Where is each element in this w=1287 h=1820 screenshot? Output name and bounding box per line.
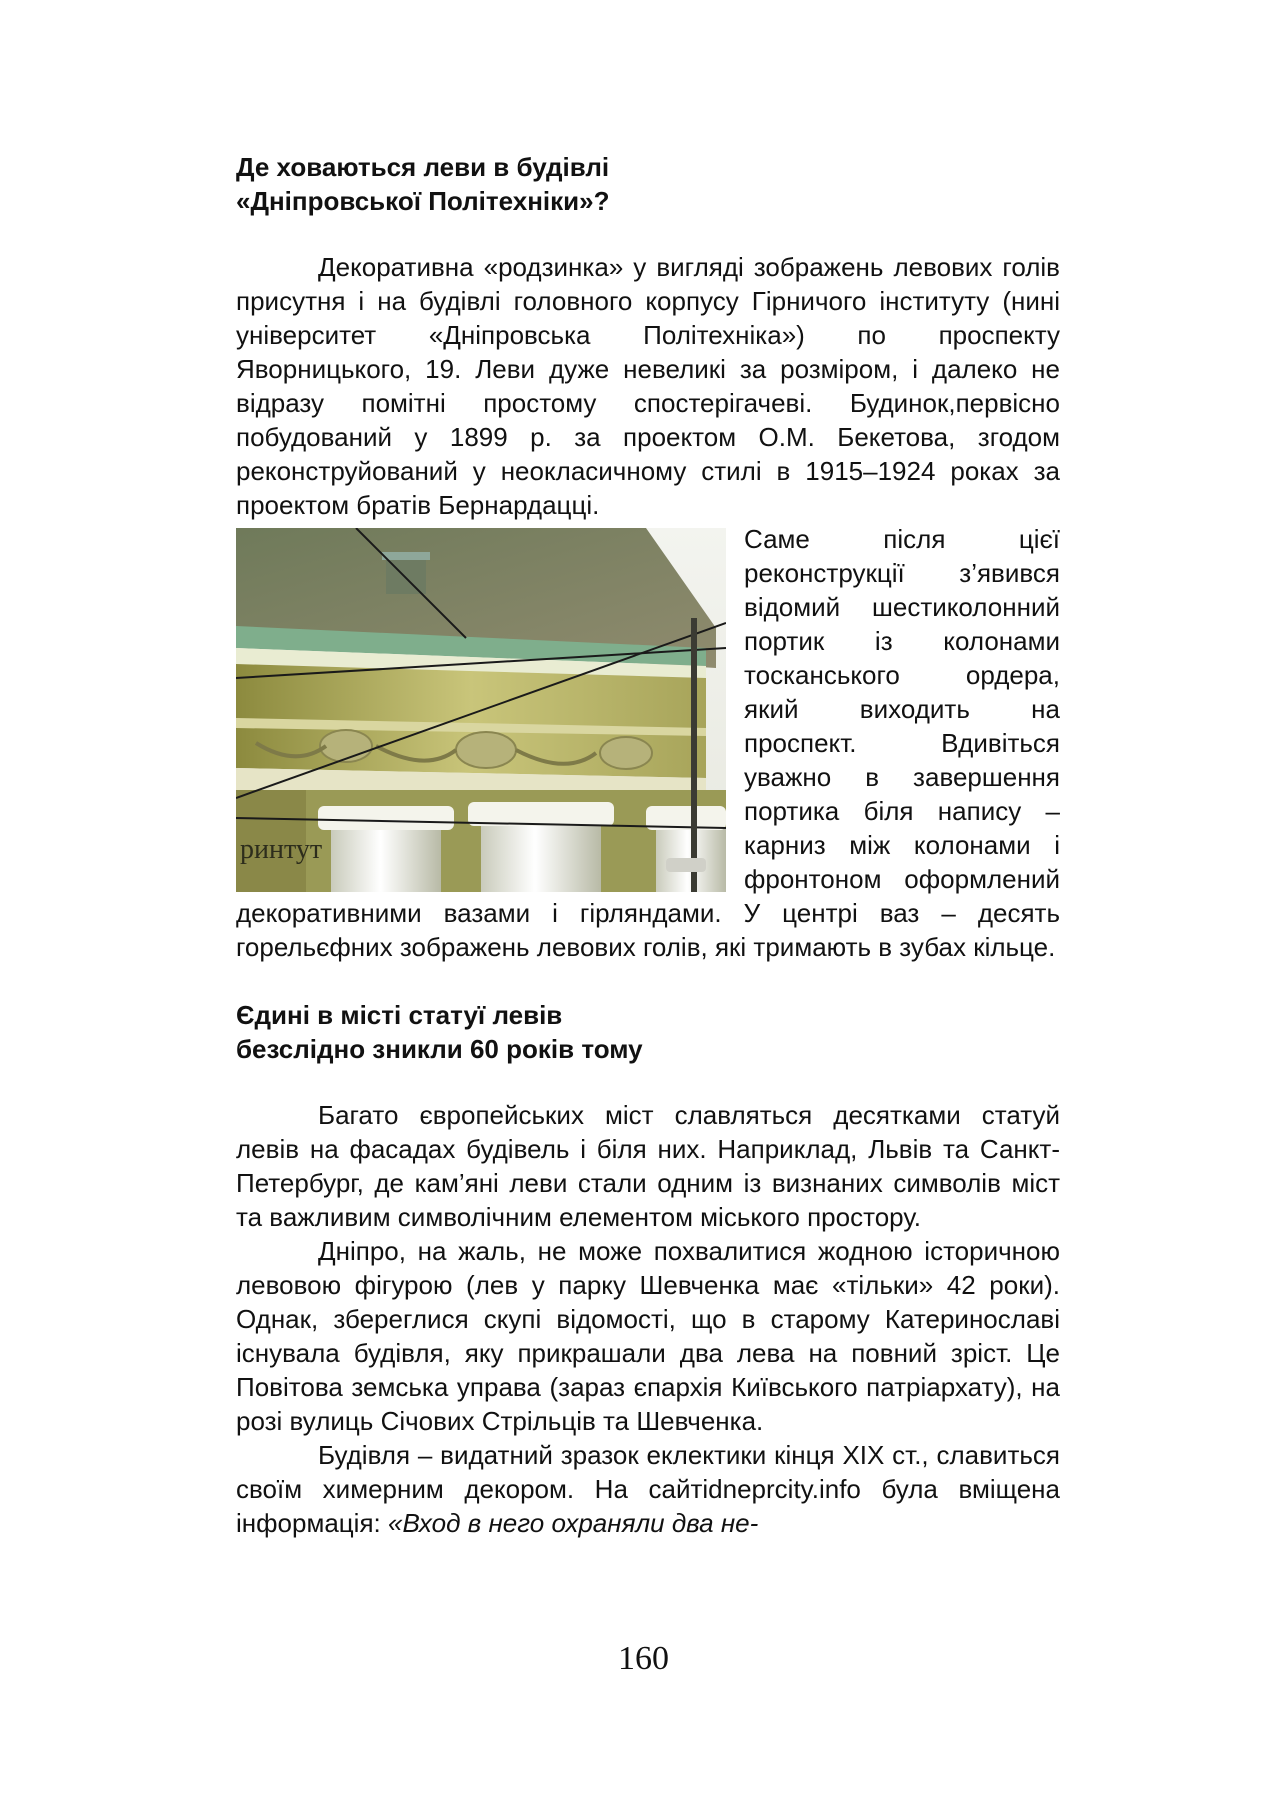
heading-line-1: Єдині в місті статуї левів [236,1000,563,1030]
paragraph: Багато європейських міст славляться десятками статуй левів на фасадах будівель і біля них. Наприклад, Львів та Санкт-Петербург, де кам’яні леви стали одним із визнаних символів міст та важливим символічним елементом міського простору. [236,1100,1060,1232]
paragraph [236,1438,1060,1540]
quoted-text: «Вход в него охраняли два не- [387,1508,759,1538]
paragraph: Саме після цієї реконструкції з’явився відомий шестиколонний портик із колонами тосканського ордера, який виходить на проспект. Вдивіться уважно в завершення портика біля напису – карниз між колонами і фронтоном оформлений декоративними вазами і гірляндами. У центрі ваз – десять горельєфних зображень левових голів, які тримають в зубах кільце. [236,524,1060,962]
heading-line-2: «Дніпровської Політехніки»? [236,186,610,216]
paragraph: Декоративна «родзинка» у вигляді зображень левових голів присутня і на будівлі головного корпусу Гірничого інституту (нині університет «Дніпровська Політехніка») по проспекту Яворницького, 19. Леви дуже невеликі за розміром, і далеко не відразу помітні простому спостерігачеві. Будинок,первісно побудований у 1899 р. за проектом О.М. Бекетова, згодом реконструйований у неокласичному стилі в 1915–1924 роках за проектом братів Бернардацці. [236,252,1060,520]
facade-lettering: ринтут [240,834,323,865]
section-heading [236,150,1060,218]
section-heading [236,998,1060,1066]
paragraph-text: Будівля – видатний зразок еклектики кінця ХІХ ст., славиться своїм химерним декором. На сайтіdneprcity.info була вміщена інформація: [236,1440,1060,1538]
page-number: 160 [618,1640,669,1677]
building-portico-photo [236,528,726,892]
paragraph: Дніпро, на жаль, не може похвалитися жодною історичною левовою фігурою (лев у парку Шевченка має «тільки» 42 роки). Однак, збереглися скупі відомості, що в старому Катеринославі існувала будівля, яку прикрашали два лева на повний зріст. Це Повітова земська управа (зараз єпархія Київського патріархату), на розі вулиць Січових Стрільців та Шевченка. [236,1236,1060,1436]
heading-line-1: Де ховаються леви в будівлі [236,152,610,182]
heading-line-2: безслідно зникли 60 років тому [236,1034,643,1064]
section-lions-polytechnic [236,150,1060,1540]
